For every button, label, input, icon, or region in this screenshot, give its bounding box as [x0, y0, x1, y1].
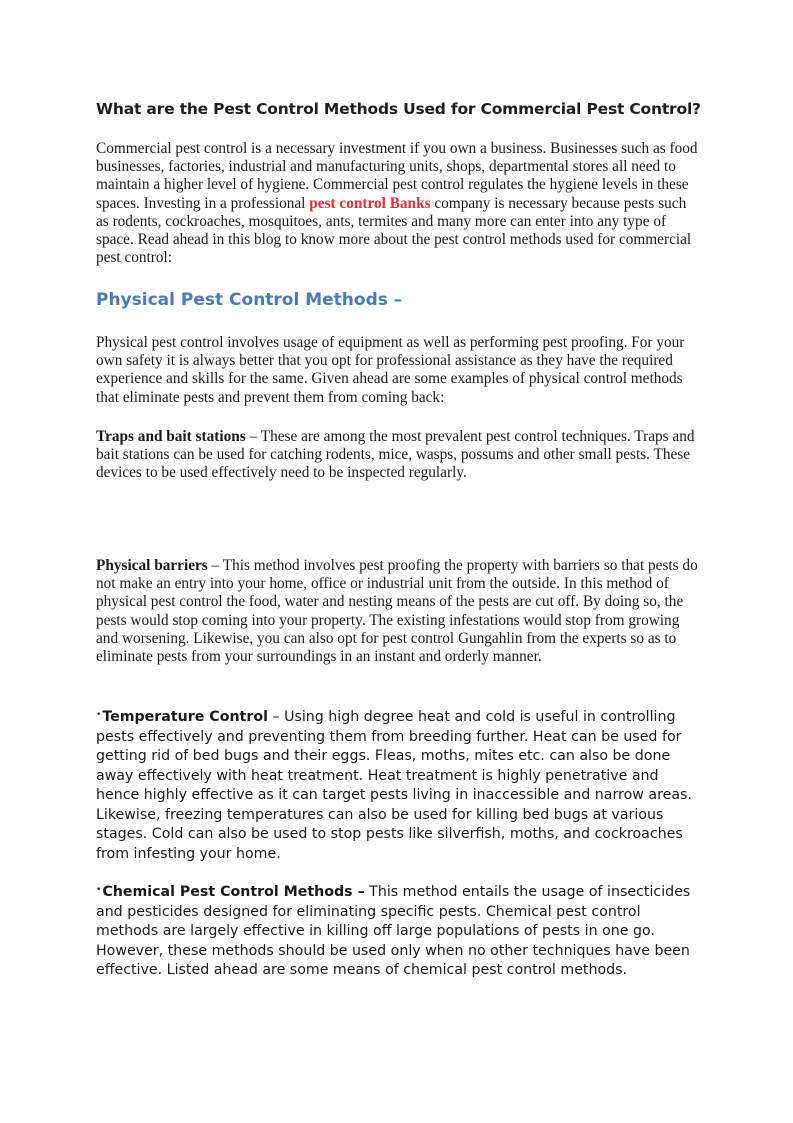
intro-text-before: Commercial pest control is a necessary investment if you own a business. Businesses such as food businesses, factories, industrial and manufacturing units, shops, departmental stores all need to maintain a higher level of hygiene. Commercial pest control regulates the hygiene levels in these spaces. Investing in a professional: [96, 140, 698, 212]
pest-control-banks-link[interactable]: pest control Banks: [309, 194, 431, 212]
section-heading-physical: Physical Pest Control Methods –: [96, 290, 403, 310]
intro-paragraph: [96, 140, 701, 267]
temperature-term: Temperature Control: [102, 709, 268, 725]
chemical-text: This method entails the usage of insecticides and pesticides designed for eliminating specific pests. Chemical pest control methods are largely effective in killing off large populations of pests in one go. However, these methods should be used only when no other techniques have been effective. Listed ahead are some means of chemical pest control methods.: [96, 884, 691, 978]
traps-paragraph: [96, 428, 701, 483]
intro-text-after: company is necessary because pests such as rodents, cockroaches, mosquitoes, ants, termites and many more can enter into any type of space. Read ahead in this blog to know more about the pest control methods used for commercial pest control:: [96, 194, 692, 267]
temperature-list-item: [96, 706, 701, 864]
traps-text: – These are among the most prevalent pest control techniques. Traps and bait stations can be used for catching rodents, mice, wasps, possums and other small pests. These devices to be used effectively need to be inspected regularly.: [96, 428, 695, 482]
bullet-icon: •: [96, 710, 102, 720]
barriers-text: – This method involves pest proofing the property with barriers so that pests do not make an entry into your home, office or industrial unit from the outside. In this method of physical pest control the food, water and nesting means of the pests are cut off. By doing so, the pests would stop coming into your property. The existing infestations would stop from growing and worsening. Likewise, you can also opt for pest control Gungahlin from the experts so as to eliminate pests from your surroundings in an instant and orderly manner.: [96, 557, 698, 666]
document-title: What are the Pest Control Methods Used for Commercial Pest Control?: [96, 100, 701, 118]
barriers-paragraph: [96, 557, 701, 666]
traps-term: Traps and bait stations: [96, 428, 246, 445]
chemical-term: Chemical Pest Control Methods –: [102, 884, 365, 900]
barriers-term: Physical barriers: [96, 557, 208, 574]
bullet-icon: •: [96, 885, 102, 895]
chemical-list-item: [96, 881, 701, 981]
physical-intro-paragraph: Physical pest control involves usage of equipment as well as performing pest proofing. For your own safety it is always better that you opt for professional assistance as they have the required experience and skills for the same. Given ahead are some examples of physical control methods that eliminate pests and prevent them from coming back:: [96, 334, 685, 406]
temperature-text: – Using high degree heat and cold is useful in controlling pests effectively and preventing them from breeding further. Heat can be used for getting rid of bed bugs and their eggs. Fleas, moths, mites etc. can also be done away effectively with heat treatment. Heat treatment is highly penetrative and hence highly effective as it can target pests living in inaccessible and narrow areas. Likewise, freezing temperatures can also be used for killing bed bugs at various stages. Cold can also be used to stop pests like silverfish, moths, and cockroaches from infesting your home.: [96, 709, 692, 862]
